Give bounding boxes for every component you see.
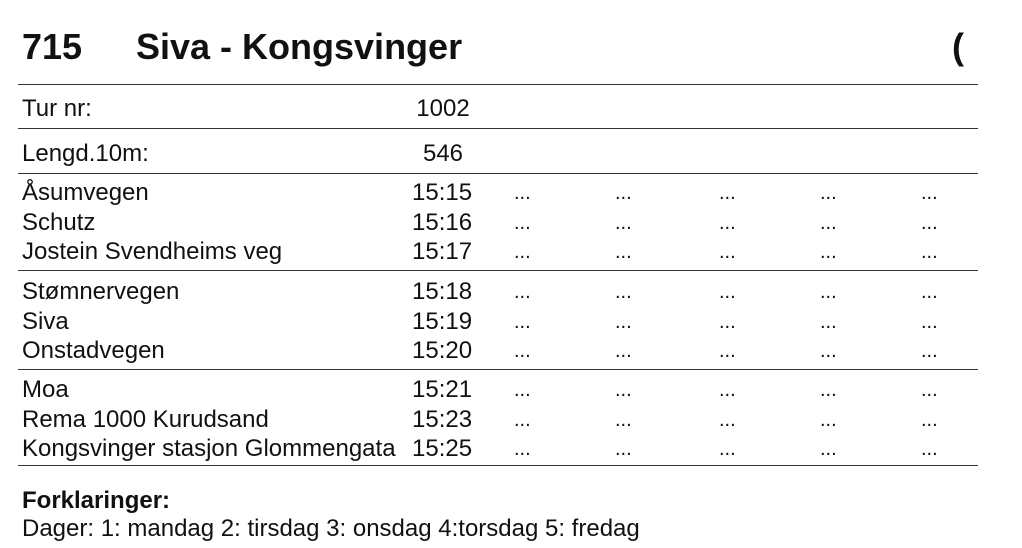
empty-trip-cell: ... bbox=[719, 408, 736, 431]
empty-trip-cell: ... bbox=[719, 379, 736, 401]
empty-trip-cell: ... bbox=[514, 182, 531, 204]
empty-trip-cell: ... bbox=[820, 340, 837, 362]
empty-trip-cell: ... bbox=[820, 310, 837, 333]
stop-time: 15:20 bbox=[412, 337, 473, 364]
stop-time: 15:16 bbox=[412, 208, 473, 236]
empty-trip-cell: ... bbox=[820, 379, 837, 401]
meta-divider bbox=[18, 128, 978, 129]
empty-trip-cell: ... bbox=[719, 310, 736, 333]
stop-name: Stømnervegen bbox=[22, 278, 180, 305]
empty-trip-cell: ... bbox=[921, 379, 938, 401]
empty-trip-cell: ... bbox=[615, 211, 632, 234]
stop-name: Schutz bbox=[22, 208, 96, 236]
meta-value: 546 bbox=[422, 140, 464, 167]
table-bottom-rule bbox=[18, 465, 978, 466]
stop-name: Rema 1000 Kurudsand bbox=[22, 405, 269, 433]
stop-time: 15:21 bbox=[412, 376, 473, 403]
empty-trip-cell: ... bbox=[615, 379, 632, 401]
explanations-text: Dager: 1: mandag 2: tirsdag 3: onsdag 4:torsdag 5: fredag bbox=[22, 515, 640, 542]
route-number: 715 bbox=[22, 26, 83, 67]
empty-trip-cell: ... bbox=[615, 340, 632, 362]
stop-name: Moa bbox=[22, 376, 69, 403]
empty-trip-cell: ... bbox=[719, 241, 736, 263]
empty-trip-cell: ... bbox=[820, 438, 837, 460]
stop-time: 15:19 bbox=[412, 307, 473, 335]
empty-trip-cell: ... bbox=[514, 438, 531, 460]
empty-trip-cell: ... bbox=[514, 281, 531, 303]
empty-trip-cell: ... bbox=[514, 310, 531, 333]
empty-trip-cell: ... bbox=[921, 438, 938, 460]
stop-time: 15:15 bbox=[412, 179, 473, 206]
empty-trip-cell: ... bbox=[921, 340, 938, 362]
stop-time: 15:23 bbox=[412, 405, 473, 433]
empty-trip-cell: ... bbox=[921, 182, 938, 204]
meta-label: Lengd.10m: bbox=[22, 140, 149, 167]
meta-divider bbox=[18, 173, 978, 174]
empty-trip-cell: ... bbox=[514, 340, 531, 362]
route-name: Siva - Kongsvinger bbox=[136, 26, 463, 67]
empty-trip-cell: ... bbox=[820, 182, 837, 204]
empty-trip-cell: ... bbox=[615, 408, 632, 431]
empty-trip-cell: ... bbox=[514, 211, 531, 234]
empty-trip-cell: ... bbox=[615, 281, 632, 303]
explanations-title: Forklaringer: bbox=[22, 487, 171, 514]
empty-trip-cell: ... bbox=[820, 408, 837, 431]
empty-trip-cell: ... bbox=[615, 182, 632, 204]
page-title bbox=[22, 24, 1022, 70]
empty-trip-cell: ... bbox=[719, 340, 736, 362]
empty-trip-cell: ... bbox=[615, 438, 632, 460]
empty-trip-cell: ... bbox=[921, 408, 938, 431]
empty-trip-cell: ... bbox=[921, 241, 938, 263]
empty-trip-cell: ... bbox=[719, 182, 736, 204]
stop-time: 15:17 bbox=[412, 238, 473, 265]
empty-trip-cell: ... bbox=[820, 241, 837, 263]
empty-trip-cell: ... bbox=[514, 241, 531, 263]
group-divider bbox=[18, 270, 978, 271]
group-divider bbox=[18, 369, 978, 370]
stop-time: 15:25 bbox=[412, 435, 473, 462]
empty-trip-cell: ... bbox=[514, 379, 531, 401]
meta-label: Tur nr: bbox=[22, 95, 92, 122]
empty-trip-cell: ... bbox=[820, 211, 837, 234]
empty-trip-cell: ... bbox=[615, 310, 632, 333]
empty-trip-cell: ... bbox=[921, 310, 938, 333]
empty-trip-cell: ... bbox=[514, 408, 531, 431]
stop-name: Siva bbox=[22, 307, 69, 335]
empty-trip-cell: ... bbox=[615, 241, 632, 263]
stop-name: Onstadvegen bbox=[22, 337, 165, 364]
stop-time: 15:18 bbox=[412, 278, 473, 305]
header-divider bbox=[18, 84, 978, 85]
empty-trip-cell: ... bbox=[719, 211, 736, 234]
empty-trip-cell: ... bbox=[921, 281, 938, 303]
stop-name: Kongsvinger stasjon Glommengata bbox=[22, 435, 396, 462]
meta-value: 1002 bbox=[416, 95, 470, 122]
stop-name: Åsumvegen bbox=[22, 179, 149, 206]
title-overflow-glyph: ( bbox=[952, 26, 964, 67]
empty-trip-cell: ... bbox=[719, 281, 736, 303]
stop-name: Jostein Svendheims veg bbox=[22, 238, 283, 265]
empty-trip-cell: ... bbox=[921, 211, 938, 234]
empty-trip-cell: ... bbox=[820, 281, 837, 303]
empty-trip-cell: ... bbox=[719, 438, 736, 460]
